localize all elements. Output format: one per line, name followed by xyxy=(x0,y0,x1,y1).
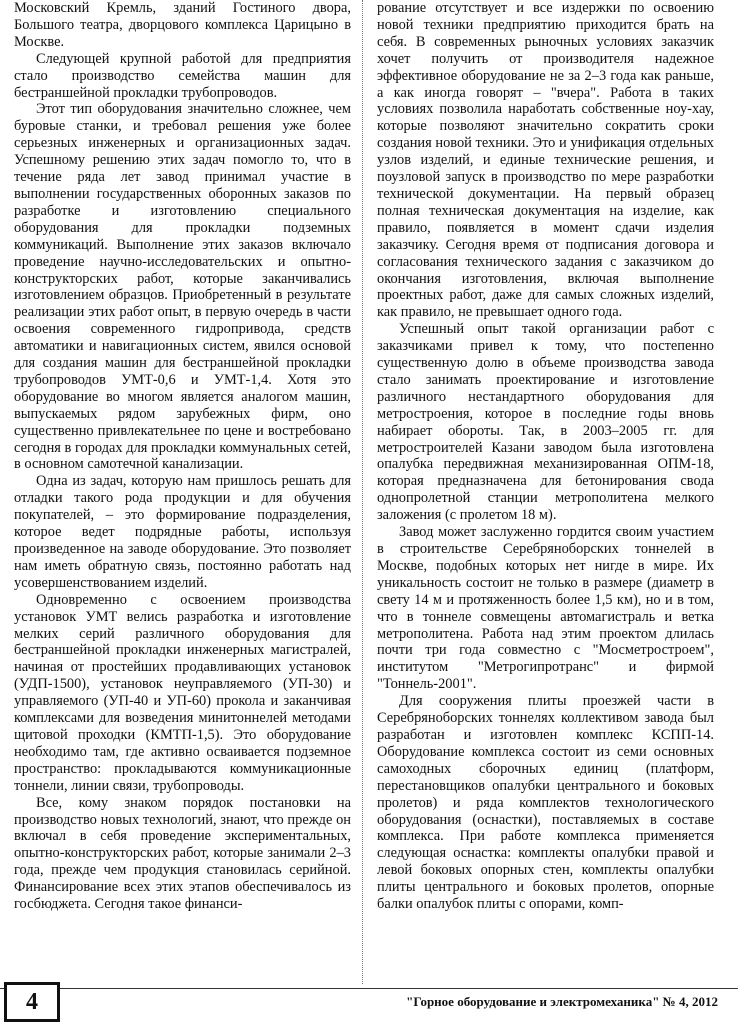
paragraph: Завод может заслуженно гордится своим участием в строительстве Серебряноборских тоннелей в Москве, подобных которых нет нигде в мире. Их уникальность состоит не только в размере (диаметр в свету 14 м и протяженность более 1,5 км), но и в том, что в тоннеле совмещены автомагистраль и ветка метрополитена. Работа над этим проектом длилась почти три года совместно с "Мосметростроем", институтом "Метрогипротранс" и фирмой "Тоннель-2001". xyxy=(377,524,714,693)
right-column xyxy=(377,0,714,984)
column-divider xyxy=(362,0,364,984)
paragraph: Успешный опыт такой организации работ с заказчиками привел к тому, что постепенно существенную долю в объеме производства завода стало занимать проектирование и изготовление различного нестандартного оборудования для метростроения, которое в последние годы вновь набирает обороты. Так, в 2003–2005 гг. для метростроителей Казани заводом была изготовлена опалубка передвижная механизированная ОПМ-18, которая предназначена для бетонирования свода однопролетной станции метрополитена мелкого заложения (с пролетом 18 м). xyxy=(377,321,714,524)
footer-rule xyxy=(0,988,738,989)
page-number: 4 xyxy=(26,988,38,1015)
paragraph: рование отсутствует и все издержки по освоению новой техники предприятию приходится брать на себя. В современных рыночных условиях заказчик хочет получить от производителя надежное эффективное оборудование не за 2–3 года как раньше, а как иногда говорят – "вчера". Работа в таких условиях позволила наработать собственные ноу-хау, которые позволяют значительно сократить сроки создания новой техники. Это и унификация отдельных узлов изделий, и единые технические решения, и поузловой запуск в производство по мере разработки технической документации. На первый образец полная техническая документация на изделие, как правило, появляется в момент сдачи изделия заказчику. Сегодня время от подписания договора и согласования технического задания с заказчиком до окончания изготовления, включая выполнение проектных работ, даже для самых сложных изделий, как правило, не превышает одного года. xyxy=(377,0,714,321)
paragraph: Московский Кремль, зданий Гостиного двора, Большого театра, дворцового комплекса Царицыно в Москве. xyxy=(14,0,351,50)
paragraph: Одна из задач, которую нам пришлось решать для отладки такого рода продукции и для обучения покупателей, – это формирование подразделения, которое ведет подрядные работы, используя произведенное на заводе оборудование. Это позволяет нам иметь обратную связь, постоянно работать над усовершенствованием изделий. xyxy=(14,473,351,591)
page-number-box xyxy=(4,982,60,1022)
paragraph: Этот тип оборудования значительно сложнее, чем буровые станки, и требовал решения уже более серьезных инженерных и организационных задач. Успешному решению этих задач помогло то, что в течение ряда лет завод принимал участие в выполнении государственных оборонных заказов по разработке и изготовлению специального оборудования для прокладки подземных коммуникаций. Выполнение этих заказов включало проведение научно-исследовательских и опытно-конструкторских работ, которые заканчивались изготовлением образцов. Приобретенный в результате реализации этих работ опыт, в первую очередь в части освоения современного гидропривода, средств автоматики и навигационных систем, явился основой для создания машин для бестраншейной прокладки трубопроводов УМТ-0,6 и УМТ-1,4. Хотя это оборудование во многом является аналогом машин, выпускаемых рядом зарубежных фирм, оно существенно привлекательнее по цене и востребовано сегодня в городах для прокладки коммунальных сетей, в основном самотечной канализации. xyxy=(14,101,351,473)
left-column xyxy=(14,0,351,984)
paragraph: Следующей крупной работой для предприятия стало производство семейства машин для бестраншейной прокладки трубопроводов. xyxy=(14,50,351,101)
running-title: "Горное оборудование и электромеханика" № 4, 2012 xyxy=(406,994,718,1009)
paragraph: Все, кому знаком порядок постановки на производство новых технологий, знают, что прежде он включал в себя проведение экспериментальных, опытно-конструкторских работ, которые занимали 2–3 года, прежде чем продукция становилась серийной. Финансирование всех этих этапов обеспечивалось из госбюджета. Сегодня такое финанси- xyxy=(14,794,351,913)
paragraph: Одновременно с освоением производства установок УМТ велись разработка и изготовление мелких серий различного оборудования для бестраншейной прокладки инженерных магистралей, начиная от простейших продавливающих установок (УДП-1500), установок неуправляемого (УП-30) и управляемого (УП-40 и УП-60) прокола и заканчивая комплексами для возведения минитоннелей методами щитовой проходки (КМТП-1,5). Это оборудование необходимо там, где активно осваивается подземное пространство: прокладываются коммуникационные тоннели, линии связи, трубопроводы. xyxy=(14,591,351,794)
paragraph: Для сооружения плиты проезжей части в Серебряноборских тоннелях коллективом завода был разработан и изготовлен комплекс КСПП-14. Оборудование комплекса состоит из семи основных самоходных сборочных единиц (платформ, перестановщиков опалубки центрального и боковых пролетов) и ряда комплектов технологического оборудования (оснастки), поставляемых в составе комплекса. При работе комплекса применяется следующая оснастка: комплекты опалубки правой и левой боковых опорных стен, комплекты опалубки плиты центрального и боковых пролетов, опорные балки опалубок плиты с опорами, комп- xyxy=(377,693,714,913)
